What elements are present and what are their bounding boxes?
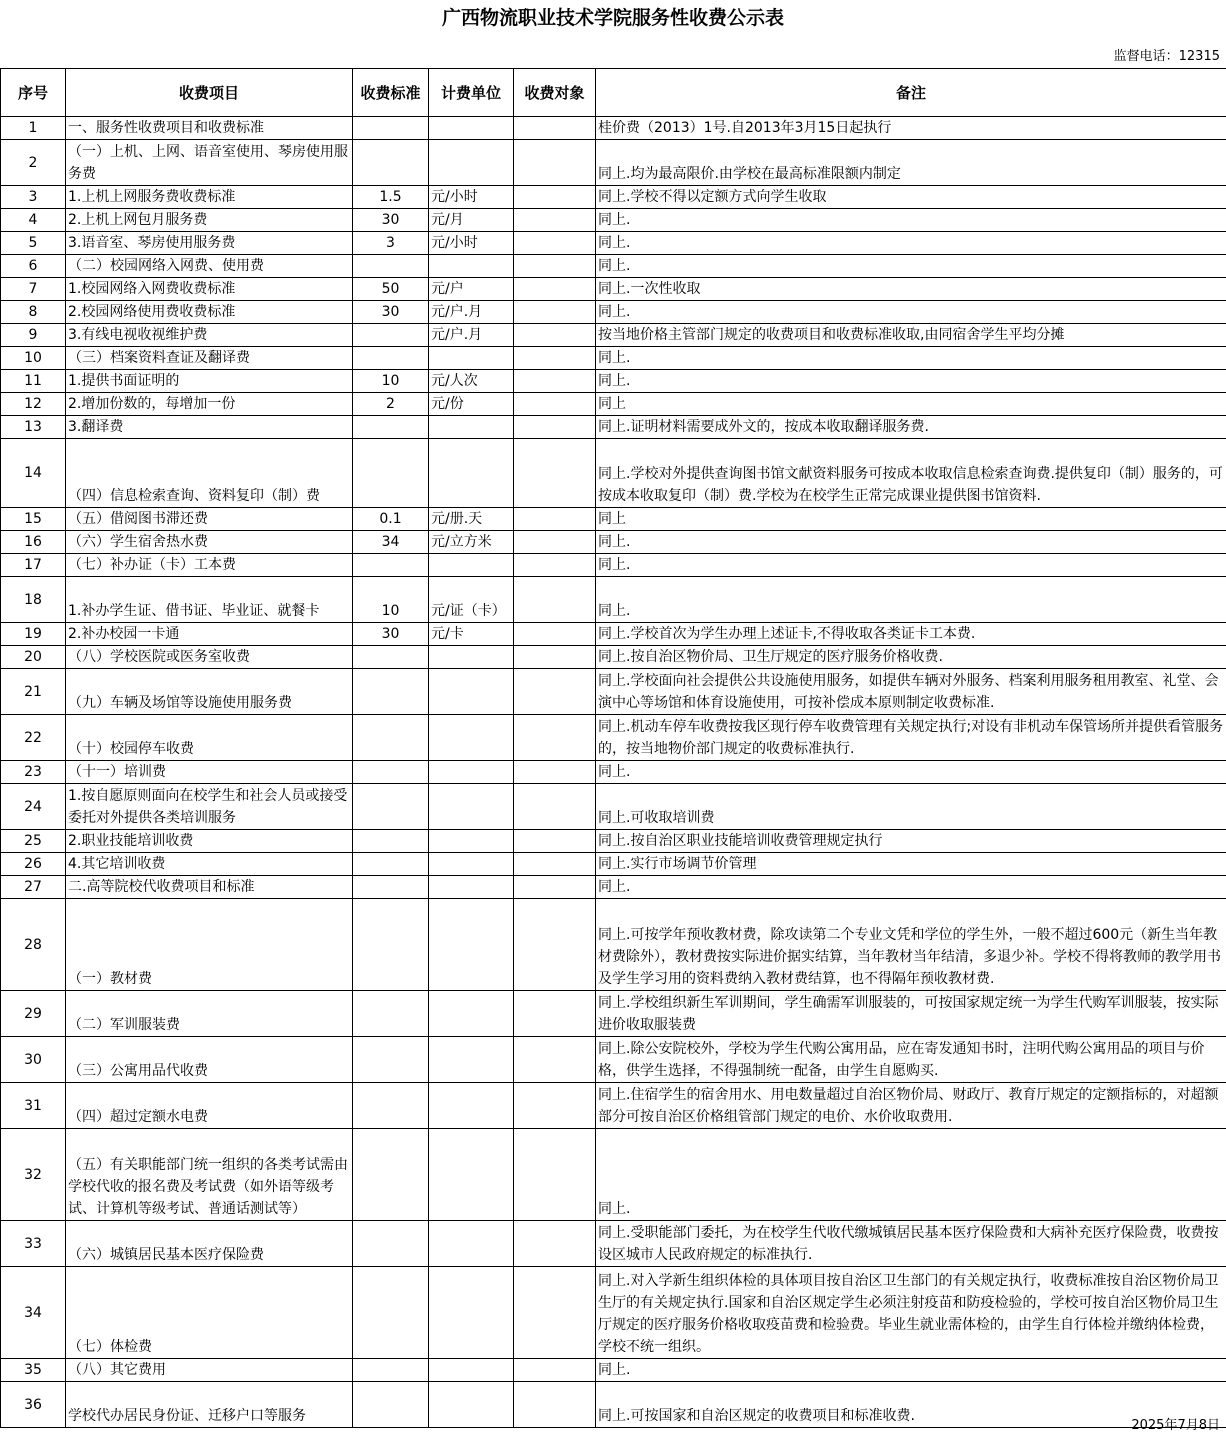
cell-item: （八）学校医院或医务室收费 — [66, 646, 353, 669]
cell-note: 同上.按自治区物价局、卫生厅规定的医疗服务价格收费. — [596, 646, 1226, 669]
cell-unit — [429, 646, 514, 669]
cell-target — [514, 577, 596, 623]
cell-note: 同上.按自治区职业技能培训收费管理规定执行 — [596, 830, 1226, 853]
cell-item: （一）教材费 — [66, 899, 353, 991]
cell-target — [514, 278, 596, 301]
cell-item: 2.校园网络使用费收费标准 — [66, 301, 353, 324]
cell-standard: 50 — [353, 278, 429, 301]
cell-unit: 元/卡 — [429, 623, 514, 646]
cell-unit — [429, 1267, 514, 1359]
cell-unit — [429, 853, 514, 876]
cell-note: 同上. — [596, 761, 1226, 784]
cell-item: 2.职业技能培训收费 — [66, 830, 353, 853]
table-row — [1, 646, 1226, 669]
cell-standard — [353, 1221, 429, 1267]
cell-target — [514, 140, 596, 186]
cell-note: 同上. — [596, 1359, 1226, 1382]
table-row — [1, 1083, 1226, 1129]
cell-note: 同上. — [596, 876, 1226, 899]
cell-item: 二.高等院校代收费项目和标准 — [66, 876, 353, 899]
cell-item: （二）军训服装费 — [66, 991, 353, 1037]
cell-target — [514, 1083, 596, 1129]
cell-target — [514, 991, 596, 1037]
cell-no: 21 — [1, 669, 66, 715]
cell-unit — [429, 669, 514, 715]
cell-standard — [353, 347, 429, 370]
cell-target — [514, 508, 596, 531]
cell-standard — [353, 1129, 429, 1221]
cell-unit — [429, 876, 514, 899]
cell-no: 23 — [1, 761, 66, 784]
cell-standard: 30 — [353, 209, 429, 232]
cell-no: 15 — [1, 508, 66, 531]
cell-no: 28 — [1, 899, 66, 991]
cell-standard — [353, 117, 429, 140]
cell-unit — [429, 140, 514, 186]
table-row — [1, 715, 1226, 761]
cell-standard — [353, 761, 429, 784]
cell-unit — [429, 715, 514, 761]
cell-item: 1.提供书面证明的 — [66, 370, 353, 393]
cell-unit — [429, 1037, 514, 1083]
cell-no: 18 — [1, 577, 66, 623]
cell-no: 25 — [1, 830, 66, 853]
cell-unit — [429, 1382, 514, 1428]
cell-target — [514, 761, 596, 784]
cell-unit — [429, 416, 514, 439]
header-unit: 计费单位 — [429, 69, 514, 117]
cell-note: 同上.受职能部门委托，为在校学生代收代缴城镇居民基本医疗保险费和大病补充医疗保险费，收费按设区城市人民政府规定的标准执行. — [596, 1221, 1226, 1267]
cell-no: 5 — [1, 232, 66, 255]
table-row — [1, 255, 1226, 278]
cell-no: 17 — [1, 554, 66, 577]
cell-no: 6 — [1, 255, 66, 278]
cell-note: 同上 — [596, 393, 1226, 416]
cell-target — [514, 232, 596, 255]
cell-standard — [353, 140, 429, 186]
cell-unit: 元/月 — [429, 209, 514, 232]
table-row — [1, 324, 1226, 347]
cell-item: （六）学生宿舍热水费 — [66, 531, 353, 554]
cell-note: 同上.学校面向社会提供公共设施使用服务，如提供车辆对外服务、档案利用服务租用教室、礼堂、会演中心等场馆和体育设施使用，可按补偿成本原则制定收费标准. — [596, 669, 1226, 715]
cell-no: 27 — [1, 876, 66, 899]
cell-note: 同上. — [596, 554, 1226, 577]
cell-note: 同上.除公安院校外，学校为学生代购公寓用品，应在寄发通知书时，注明代购公寓用品的项目与价格，供学生选择，不得强制统一配备，由学生自愿购买. — [596, 1037, 1226, 1083]
cell-unit: 元/户.月 — [429, 301, 514, 324]
cell-no: 7 — [1, 278, 66, 301]
cell-target — [514, 899, 596, 991]
cell-unit — [429, 899, 514, 991]
table-row — [1, 117, 1226, 140]
cell-note: 同上.住宿学生的宿舍用水、用电数量超过自治区物价局、财政厅、教育厅规定的定额指标的，对超额部分可按自治区价格组管部门规定的电价、水价收取费用. — [596, 1083, 1226, 1129]
cell-standard — [353, 439, 429, 508]
cell-target — [514, 1267, 596, 1359]
cell-standard: 34 — [353, 531, 429, 554]
cell-no: 30 — [1, 1037, 66, 1083]
cell-standard — [353, 416, 429, 439]
table-row — [1, 416, 1226, 439]
cell-standard — [353, 853, 429, 876]
cell-item: 4.其它培训收费 — [66, 853, 353, 876]
cell-note: 同上. — [596, 232, 1226, 255]
cell-target — [514, 669, 596, 715]
cell-standard — [353, 1083, 429, 1129]
cell-standard — [353, 324, 429, 347]
table-row — [1, 623, 1226, 646]
table-row — [1, 278, 1226, 301]
cell-no: 31 — [1, 1083, 66, 1129]
cell-note: 同上.学校组织新生军训期间，学生确需军训服装的，可按国家规定统一为学生代购军训服装，按实际进价收取服装费 — [596, 991, 1226, 1037]
table-row — [1, 531, 1226, 554]
cell-target — [514, 301, 596, 324]
cell-target — [514, 784, 596, 830]
cell-note: 同上.可收取培训费 — [596, 784, 1226, 830]
cell-unit: 元/人次 — [429, 370, 514, 393]
cell-note: 同上.一次性收取 — [596, 278, 1226, 301]
cell-standard: 30 — [353, 301, 429, 324]
table-row — [1, 209, 1226, 232]
cell-no: 32 — [1, 1129, 66, 1221]
cell-target — [514, 1382, 596, 1428]
cell-item: 3.有线电视收视维护费 — [66, 324, 353, 347]
cell-standard: 0.1 — [353, 508, 429, 531]
table-row — [1, 1359, 1226, 1382]
cell-no: 11 — [1, 370, 66, 393]
table-row — [1, 876, 1226, 899]
header-note: 备注 — [596, 69, 1226, 117]
cell-note: 同上. — [596, 347, 1226, 370]
cell-standard — [353, 876, 429, 899]
cell-item: 2.补办校园一卡通 — [66, 623, 353, 646]
cell-item: （四）超过定额水电费 — [66, 1083, 353, 1129]
table-row — [1, 393, 1226, 416]
cell-target — [514, 393, 596, 416]
cell-no: 35 — [1, 1359, 66, 1382]
table-row — [1, 1267, 1226, 1359]
cell-note: 同上. — [596, 301, 1226, 324]
table-row — [1, 1129, 1226, 1221]
cell-unit — [429, 761, 514, 784]
cell-target — [514, 1129, 596, 1221]
cell-no: 24 — [1, 784, 66, 830]
cell-standard — [353, 1267, 429, 1359]
cell-item: （四）信息检索查询、资料复印（制）费 — [66, 439, 353, 508]
cell-note: 同上. — [596, 370, 1226, 393]
cell-item: 1.按自愿原则面向在校学生和社会人员或接受委托对外提供各类培训服务 — [66, 784, 353, 830]
cell-standard — [353, 991, 429, 1037]
cell-no: 4 — [1, 209, 66, 232]
cell-no: 36 — [1, 1382, 66, 1428]
table-row — [1, 508, 1226, 531]
publish-date: 2025年7月8日 — [1131, 1418, 1220, 1433]
cell-unit — [429, 117, 514, 140]
cell-note: 同上. — [596, 531, 1226, 554]
cell-standard — [353, 715, 429, 761]
cell-target — [514, 876, 596, 899]
cell-target — [514, 554, 596, 577]
cell-target — [514, 117, 596, 140]
cell-item: 一、服务性收费项目和收费标准 — [66, 117, 353, 140]
cell-item: （五）有关职能部门统一组织的各类考试需由学校代收的报名费及考试费（如外语等级考试、计算机等级考试、普通话测试等） — [66, 1129, 353, 1221]
cell-target — [514, 531, 596, 554]
cell-unit: 元/份 — [429, 393, 514, 416]
cell-unit — [429, 255, 514, 278]
cell-unit: 元/户 — [429, 278, 514, 301]
cell-standard — [353, 554, 429, 577]
cell-target — [514, 209, 596, 232]
cell-note: 同上.机动车停车收费按我区现行停车收费管理有关规定执行;对设有非机动车保管场所并提供看管服务的，按当地物价部门规定的收费标准执行. — [596, 715, 1226, 761]
cell-item: 1.补办学生证、借书证、毕业证、就餐卡 — [66, 577, 353, 623]
table-row — [1, 577, 1226, 623]
cell-target — [514, 186, 596, 209]
table-row — [1, 140, 1226, 186]
cell-no: 26 — [1, 853, 66, 876]
header-standard: 收费标准 — [353, 69, 429, 117]
cell-target — [514, 324, 596, 347]
table-row — [1, 784, 1226, 830]
cell-item: （十一）培训费 — [66, 761, 353, 784]
table-row — [1, 1221, 1226, 1267]
cell-no: 16 — [1, 531, 66, 554]
cell-no: 9 — [1, 324, 66, 347]
cell-note: 同上.学校首次为学生办理上述证卡,不得收取各类证卡工本费. — [596, 623, 1226, 646]
cell-standard — [353, 669, 429, 715]
table-row — [1, 554, 1226, 577]
cell-target — [514, 439, 596, 508]
cell-standard: 10 — [353, 577, 429, 623]
cell-unit — [429, 830, 514, 853]
cell-no: 1 — [1, 117, 66, 140]
table-row — [1, 1382, 1226, 1428]
table-row — [1, 347, 1226, 370]
cell-item: （三）档案资料查证及翻译费 — [66, 347, 353, 370]
cell-unit — [429, 347, 514, 370]
cell-note: 同上. — [596, 255, 1226, 278]
spacer-row — [0, 34, 1226, 46]
cell-no: 20 — [1, 646, 66, 669]
cell-target — [514, 623, 596, 646]
cell-note: 同上.实行市场调节价管理 — [596, 853, 1226, 876]
cell-no: 13 — [1, 416, 66, 439]
cell-item: （一）上机、上网、语音室使用、琴房使用服务费 — [66, 140, 353, 186]
cell-item: （七）补办证（卡）工本费 — [66, 554, 353, 577]
cell-item: （八）其它费用 — [66, 1359, 353, 1382]
cell-note: 同上.均为最高限价.由学校在最高标准限额内制定 — [596, 140, 1226, 186]
cell-target — [514, 1359, 596, 1382]
cell-standard: 2 — [353, 393, 429, 416]
cell-unit — [429, 439, 514, 508]
cell-no: 33 — [1, 1221, 66, 1267]
cell-target — [514, 1221, 596, 1267]
cell-note: 桂价费（2013）1号.自2013年3月15日起执行 — [596, 117, 1226, 140]
cell-standard — [353, 1037, 429, 1083]
table-row — [1, 439, 1226, 508]
cell-item: 学校代办居民身份证、迁移户口等服务 — [66, 1382, 353, 1428]
table-row — [1, 991, 1226, 1037]
cell-item: （六）城镇居民基本医疗保险费 — [66, 1221, 353, 1267]
page-title: 广西物流职业技术学院服务性收费公示表 — [441, 7, 784, 29]
cell-note: 同上.可按国家和自治区规定的收费项目和标准收费. — [596, 1382, 1226, 1428]
cell-no: 10 — [1, 347, 66, 370]
cell-target — [514, 646, 596, 669]
cell-no: 19 — [1, 623, 66, 646]
cell-note: 同上.可按学年预收教材费，除攻读第二个专业文凭和学位的学生外，一般不超过600元（新生当年教材费除外），教材费按实际进价据实结算，当年教材当年结清，多退少补。学校不得将教师的教学用书及学生学习用的资料费纳入教材费结算，也不得隔年预收教材费. — [596, 899, 1226, 991]
cell-standard — [353, 1382, 429, 1428]
cell-target — [514, 853, 596, 876]
cell-standard — [353, 899, 429, 991]
table-row — [1, 899, 1226, 991]
cell-item: 1.上机上网服务费收费标准 — [66, 186, 353, 209]
table-row — [1, 186, 1226, 209]
cell-unit — [429, 554, 514, 577]
cell-note: 同上.证明材料需要成外文的，按成本收取翻译服务费. — [596, 416, 1226, 439]
cell-standard: 1.5 — [353, 186, 429, 209]
cell-target — [514, 1037, 596, 1083]
table-row — [1, 669, 1226, 715]
cell-standard: 3 — [353, 232, 429, 255]
cell-no: 8 — [1, 301, 66, 324]
cell-standard — [353, 830, 429, 853]
cell-unit: 元/小时 — [429, 186, 514, 209]
cell-unit — [429, 1083, 514, 1129]
header-item: 收费项目 — [66, 69, 353, 117]
cell-note: 同上.对入学新生组织体检的具体项目按自治区卫生部门的有关规定执行，收费标准按自治区物价局卫生厅的有关规定执行.国家和自治区规定学生必须注射疫苗和防疫检验的，学校可按自治区物价局卫生厅规定的医疗服务价格收取疫苗费和检验费。毕业生就业需体检的，由学生自行体检并缴纳体检费，学校不统一组织。 — [596, 1267, 1226, 1359]
cell-standard: 30 — [353, 623, 429, 646]
cell-no: 12 — [1, 393, 66, 416]
cell-unit — [429, 991, 514, 1037]
cell-item: （十）校园停车收费 — [66, 715, 353, 761]
cell-item: （五）借阅图书滞还费 — [66, 508, 353, 531]
cell-unit — [429, 1359, 514, 1382]
cell-note: 同上. — [596, 1129, 1226, 1221]
cell-item: （七）体检费 — [66, 1267, 353, 1359]
cell-item: 2.上机上网包月服务费 — [66, 209, 353, 232]
cell-unit: 元/立方米 — [429, 531, 514, 554]
table-row — [1, 1037, 1226, 1083]
cell-no: 14 — [1, 439, 66, 508]
cell-item: 3.翻译费 — [66, 416, 353, 439]
table-row — [1, 761, 1226, 784]
cell-note: 同上.学校对外提供查询图书馆文献资料服务可按成本收取信息检索查询费.提供复印（制）服务的，可按成本收取复印（制）费.学校为在校学生正常完成课业提供图书馆资料. — [596, 439, 1226, 508]
cell-note: 按当地价格主管部门规定的收费项目和收费标准收取,由同宿舍学生平均分摊 — [596, 324, 1226, 347]
cell-target — [514, 416, 596, 439]
table-row — [1, 830, 1226, 853]
cell-item: 1.校园网络入网费收费标准 — [66, 278, 353, 301]
cell-unit: 元/小时 — [429, 232, 514, 255]
header-no: 序号 — [1, 69, 66, 117]
cell-no: 29 — [1, 991, 66, 1037]
cell-item: （九）车辆及场馆等设施使用服务费 — [66, 669, 353, 715]
table-row — [1, 232, 1226, 255]
cell-unit: 元/户.月 — [429, 324, 514, 347]
header-row — [1, 69, 1226, 117]
cell-standard — [353, 1359, 429, 1382]
cell-note: 同上. — [596, 209, 1226, 232]
cell-note: 同上.学校不得以定额方式向学生收取 — [596, 186, 1226, 209]
cell-no: 22 — [1, 715, 66, 761]
cell-no: 34 — [1, 1267, 66, 1359]
cell-item: （二）校园网络入网费、使用费 — [66, 255, 353, 278]
header-target: 收费对象 — [514, 69, 596, 117]
cell-note: 同上. — [596, 577, 1226, 623]
fee-table — [0, 68, 1226, 1428]
cell-standard: 10 — [353, 370, 429, 393]
cell-target — [514, 830, 596, 853]
table-row — [1, 301, 1226, 324]
cell-standard — [353, 646, 429, 669]
table-body — [1, 117, 1226, 1428]
cell-unit — [429, 784, 514, 830]
cell-no: 3 — [1, 186, 66, 209]
cell-no: 2 — [1, 140, 66, 186]
cell-target — [514, 370, 596, 393]
table-row — [1, 853, 1226, 876]
cell-item: （三）公寓用品代收费 — [66, 1037, 353, 1083]
cell-item: 3.语音室、琴房使用服务费 — [66, 232, 353, 255]
cell-item: 2.增加份数的，每增加一份 — [66, 393, 353, 416]
cell-target — [514, 347, 596, 370]
supervision-phone: 监督电话：12315 — [1113, 49, 1220, 64]
cell-unit: 元/册.天 — [429, 508, 514, 531]
cell-standard — [353, 255, 429, 278]
table-row — [1, 370, 1226, 393]
cell-target — [514, 715, 596, 761]
cell-standard — [353, 784, 429, 830]
cell-target — [514, 255, 596, 278]
cell-note: 同上 — [596, 508, 1226, 531]
cell-unit — [429, 1129, 514, 1221]
cell-unit — [429, 1221, 514, 1267]
cell-unit: 元/证（卡） — [429, 577, 514, 623]
